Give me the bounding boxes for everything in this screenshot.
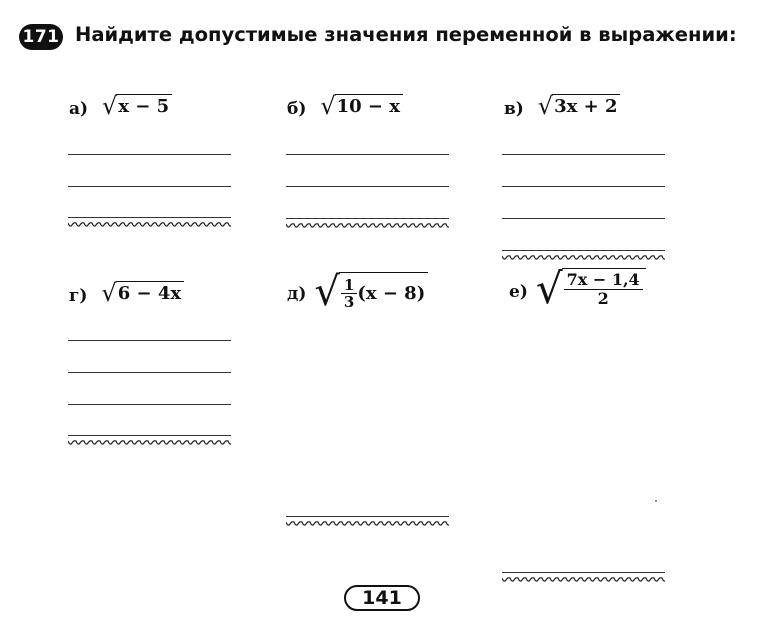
answer-line [68,154,231,155]
problem-f-fraction [564,271,643,307]
answer-line [502,572,665,573]
problem-f-label: е) [509,282,528,302]
problem-e-coef-denominator: 3 [343,293,355,311]
problem-f [509,264,646,313]
problem-d [69,281,184,306]
answer-line [68,340,231,341]
answer-line [286,186,449,187]
wavy-answer-line [68,220,231,229]
answer-line [68,217,231,218]
page-number: 141 [344,585,420,611]
answer-line [286,154,449,155]
problem-c-label: в) [504,99,524,119]
problem-e [287,269,428,315]
wavy-answer-line [286,519,449,528]
problem-e-coefficient [341,277,357,311]
problem-b-expression: 10 − x [335,94,403,118]
sqrt-icon: √ [535,264,563,313]
problem-a [69,94,172,119]
task-instruction: Найдите допустимые значения переменной в выражении: [75,23,737,46]
answer-line [502,186,665,187]
answer-line [68,404,231,405]
wavy-answer-line [502,575,665,584]
problem-d-radical [101,281,184,305]
problem-a-expression: x − 5 [116,94,172,118]
wavy-answer-line [68,438,231,447]
problem-f-radical [535,264,646,313]
problem-f-numerator: 7x − 1,4 [564,271,643,290]
problem-a-radical [102,94,172,118]
problem-c-radical [538,94,621,118]
problem-e-radicand [339,272,428,312]
problem-f-denominator: 2 [597,288,609,308]
problem-b-label: б) [287,99,307,119]
wavy-answer-line [286,221,449,230]
problem-c-expression: 3x + 2 [552,94,620,118]
problem-b-radical [320,94,403,118]
answer-line [68,435,231,436]
problem-e-radical [314,269,428,315]
sqrt-icon: √ [101,92,118,120]
problem-e-label: д) [287,284,307,304]
answer-line [68,186,231,187]
speck [655,500,657,502]
answer-line [502,154,665,155]
sqrt-icon: √ [314,269,340,315]
sqrt-icon: √ [101,279,117,307]
answer-line [502,218,665,219]
answer-line [286,218,449,219]
task-number-badge: 171 [19,24,63,50]
wavy-answer-line [502,253,665,262]
problem-f-radicand [562,268,646,310]
problem-e-coef-numerator: 1 [341,277,357,295]
problem-a-label: а) [69,99,89,119]
sqrt-icon: √ [537,92,554,120]
answer-line [286,516,449,517]
problem-c [504,94,620,119]
answer-line [502,250,665,251]
problem-d-expression: 6 − 4x [116,281,184,305]
problem-d-label: г) [69,286,88,306]
problem-b [287,94,403,119]
problem-e-expression: (x − 8) [357,283,426,304]
sqrt-icon: √ [320,92,336,120]
answer-line [68,372,231,373]
